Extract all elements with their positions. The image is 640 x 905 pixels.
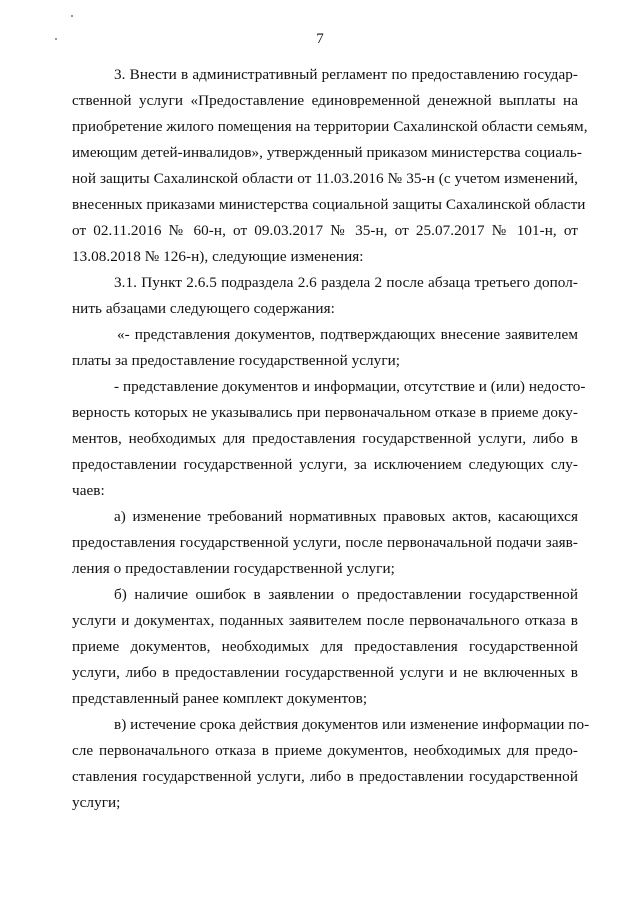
paragraph-line: имеющим детей-инвалидов», утвержденный приказом министерства социаль- [72,144,582,161]
paragraph-line: ления о предоставлении государственной услуги; [72,560,395,577]
paragraph-line: услуги; [72,794,121,811]
paragraph-line: 3.1. Пункт 2.6.5 подраздела 2.6 раздела 2 после абзаца третьего допол- [114,274,578,291]
paragraph-line: нить абзацами следующего содержания: [72,300,335,317]
paragraph-line: чаев: [72,482,105,499]
paragraph-line: - представление документов и информации, отсутствие и (или) недосто- [114,378,586,395]
paragraph-line: верность которых не указывались при первоначальном отказе в приеме доку- [72,404,578,421]
paragraph-line: а) изменение требований нормативных правовых актов, касающихся [114,508,578,525]
paragraph-line: приеме документов, необходимых для предоставления государственной [72,638,578,655]
paragraph-line: ментов, необходимых для предоставления государственной услуги, либо в [72,430,578,447]
paragraph-line: 3. Внести в административный регламент по предоставлению государ- [114,66,578,83]
paragraph-line: в) истечение срока действия документов или изменение информации по- [114,716,590,733]
paragraph-line: приобретение жилого помещения на территории Сахалинской области семьям, [72,118,588,135]
paragraph-line: 13.08.2018 № 126-н), следующие изменения: [72,248,364,265]
paragraph-line: ной защиты Сахалинской области от 11.03.2016 № 35-н (с учетом изменений, [72,170,578,187]
paragraph-line: ственной услуги «Предоставление единовременной денежной выплаты на [72,92,578,109]
paragraph-line: платы за предоставление государственной услуги; [72,352,401,369]
paragraph-line: представленный ранее комплект документов; [72,690,368,707]
paragraph-line: от 02.11.2016 № 60-н, от 09.03.2017 № 35-н, от 25.07.2017 № 101-н, от [72,222,578,239]
page-number: 7 [316,31,324,47]
paragraph-line: ставления государственной услуги, либо в предоставлении государственной [72,768,578,785]
paragraph-line: «- представления документов, подтверждающих внесение заявителем [117,326,578,343]
paragraph-line: сле первоначального отказа в приеме документов, необходимых для предо- [72,742,578,759]
paragraph-line: б) наличие ошибок в заявлении о предоставлении государственной [114,586,578,603]
paragraph-line: предоставлении государственной услуги, за исключением следующих слу- [72,456,578,473]
scan-speck [71,15,73,17]
paragraph-line: услуги и документах, поданных заявителем после первоначального отказа в [72,612,578,629]
paragraph-line: предоставления государственной услуги, после первоначальной подачи заяв- [72,534,578,551]
paragraph-line: внесенных приказами министерства социальной защиты Сахалинской области [72,196,586,213]
paragraph-line: услуги, либо в предоставлении государственной услуги и не включенных в [72,664,578,681]
